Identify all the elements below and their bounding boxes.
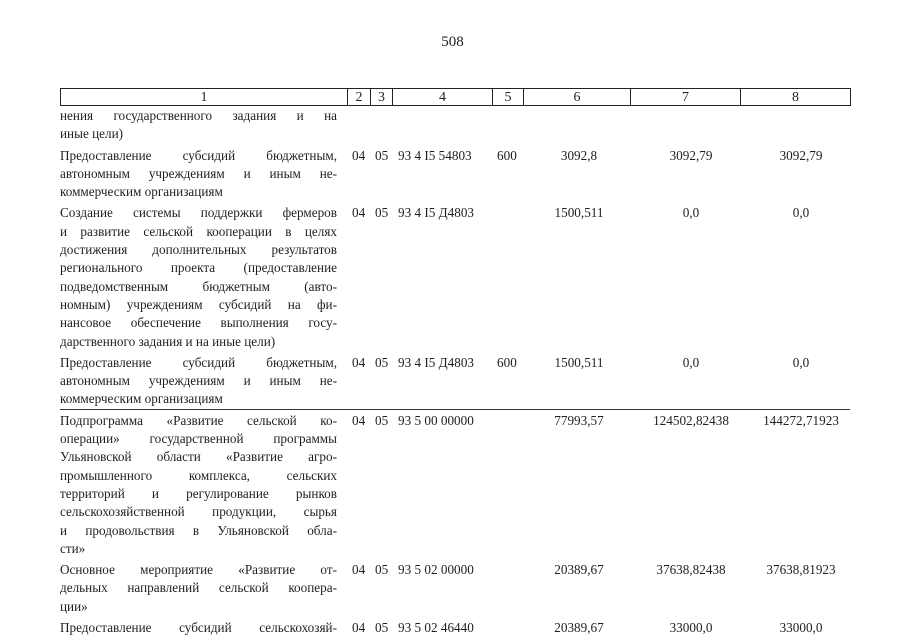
subsection-code: 05 [375,354,389,370]
description-line: подведомственным бюджетным (авто- [60,278,337,294]
table-row [60,204,850,350]
section-code: 04 [352,412,366,428]
description-line: иные цели) [60,126,124,142]
target-article-code: 93 4 I5 Д4803 [398,354,475,370]
subsection-code: 05 [375,412,389,428]
column-header-5: 5 [493,89,524,106]
description-line: и продовольствия в Ульяновской обла- [60,522,337,538]
description-line: достижения дополнительных результатов [60,242,337,258]
description-line: коммерческим организациям [60,391,223,407]
amount-col-6: 3092,8 [560,147,598,163]
description-line: автономным учреждениям и иным не- [60,373,337,389]
amount-col-7: 37638,82438 [656,562,726,578]
row-description [60,619,337,637]
page-number: 508 [441,34,464,50]
amount-col-7: 3092,79 [669,147,713,163]
description-line: дельных направлений сельской коопера- [60,580,337,596]
amount-col-7: 33000,0 [669,620,713,636]
expense-type-code: 600 [497,354,517,370]
section-code: 04 [352,354,366,370]
description-line: Предоставление субсидий бюджетным, [60,147,337,163]
target-article-code: 93 4 I5 Д4803 [398,205,475,221]
row-description [60,147,337,202]
description-line: нения государственного задания и на [60,108,337,123]
description-line: ции» [60,598,88,614]
section-code: 04 [352,620,366,636]
description-line: Подпрограмма «Развитие сельской ко- [60,412,337,428]
amount-col-8: 33000,0 [779,620,823,636]
subsection-code: 05 [375,562,389,578]
description-line: Ульяновской области «Развитие агро- [60,449,337,465]
amount-col-6: 1500,511 [554,354,604,370]
table-row [60,354,850,409]
row-description [60,354,337,409]
row-description [60,204,337,350]
column-header-2: 2 [348,89,371,106]
amount-col-7: 0,0 [682,205,700,221]
description-line: и развитие сельской кооперации в целях [60,223,337,239]
description-line: регионального проекта (предоставление [60,260,337,276]
section-code: 04 [352,562,366,578]
amount-col-7: 0,0 [682,354,700,370]
table-row [60,412,850,558]
subsection-code: 05 [375,147,389,163]
amount-col-8: 0,0 [792,354,810,370]
amount-col-8: 37638,81923 [766,562,836,578]
description-line: Создание системы поддержки фермеров [60,205,337,221]
amount-col-6: 1500,511 [554,205,604,221]
column-header-4: 4 [393,89,493,106]
amount-col-8: 144272,71923 [763,412,839,428]
target-article-code: 93 5 02 46440 [398,620,474,636]
description-line: операции» государственной программы [60,431,337,447]
section-code: 04 [352,205,366,221]
description-line: коммерческим организациям [60,184,223,200]
subsection-code: 05 [375,620,389,636]
description-line: территорий и регулирование рынков [60,485,337,501]
subsection-code: 05 [375,205,389,221]
description-line: нансовое обеспечение выполнения госу- [60,315,337,331]
target-article-code: 93 4 I5 54803 [398,147,472,163]
column-header-8: 8 [741,89,851,106]
table-row [60,619,850,637]
description-line: дарственного задания и на иные цели) [60,333,276,349]
target-article-code: 93 5 02 00000 [398,562,474,578]
description-line: Предоставление субсидий бюджетным, [60,354,337,370]
column-header-6: 6 [524,89,631,106]
amount-col-6: 77993,57 [554,412,604,428]
table-row [60,147,850,202]
row-description [60,412,337,558]
description-line: сельскохозяйственной продукции, сырья [60,504,337,520]
amount-col-8: 0,0 [792,205,810,221]
column-header-7: 7 [631,89,741,106]
description-line: автономным учреждениям и иным не- [60,165,337,181]
row-description [60,561,337,616]
description-line: номным) учреждениям субсидий на фи- [60,296,337,312]
column-header-1: 1 [61,89,348,106]
amount-col-6: 20389,67 [554,562,604,578]
amount-col-6: 20389,67 [554,620,604,636]
description-line: Предоставление субсидий сельскохозяй- [60,620,337,636]
amount-col-8: 3092,79 [779,147,823,163]
expense-type-code: 600 [497,147,517,163]
description-line: сти» [60,540,86,556]
budget-table-body [60,104,850,637]
description-line: промышленного комплекса, сельских [60,467,337,483]
description-line: Основное мероприятие «Развитие от- [60,562,337,578]
target-article-code: 93 5 00 00000 [398,412,474,428]
row-description [60,107,337,144]
section-divider [60,409,850,410]
table-row [60,107,850,144]
column-header-3: 3 [371,89,393,106]
section-code: 04 [352,147,366,163]
table-row [60,561,850,616]
amount-col-7: 124502,82438 [653,412,729,428]
